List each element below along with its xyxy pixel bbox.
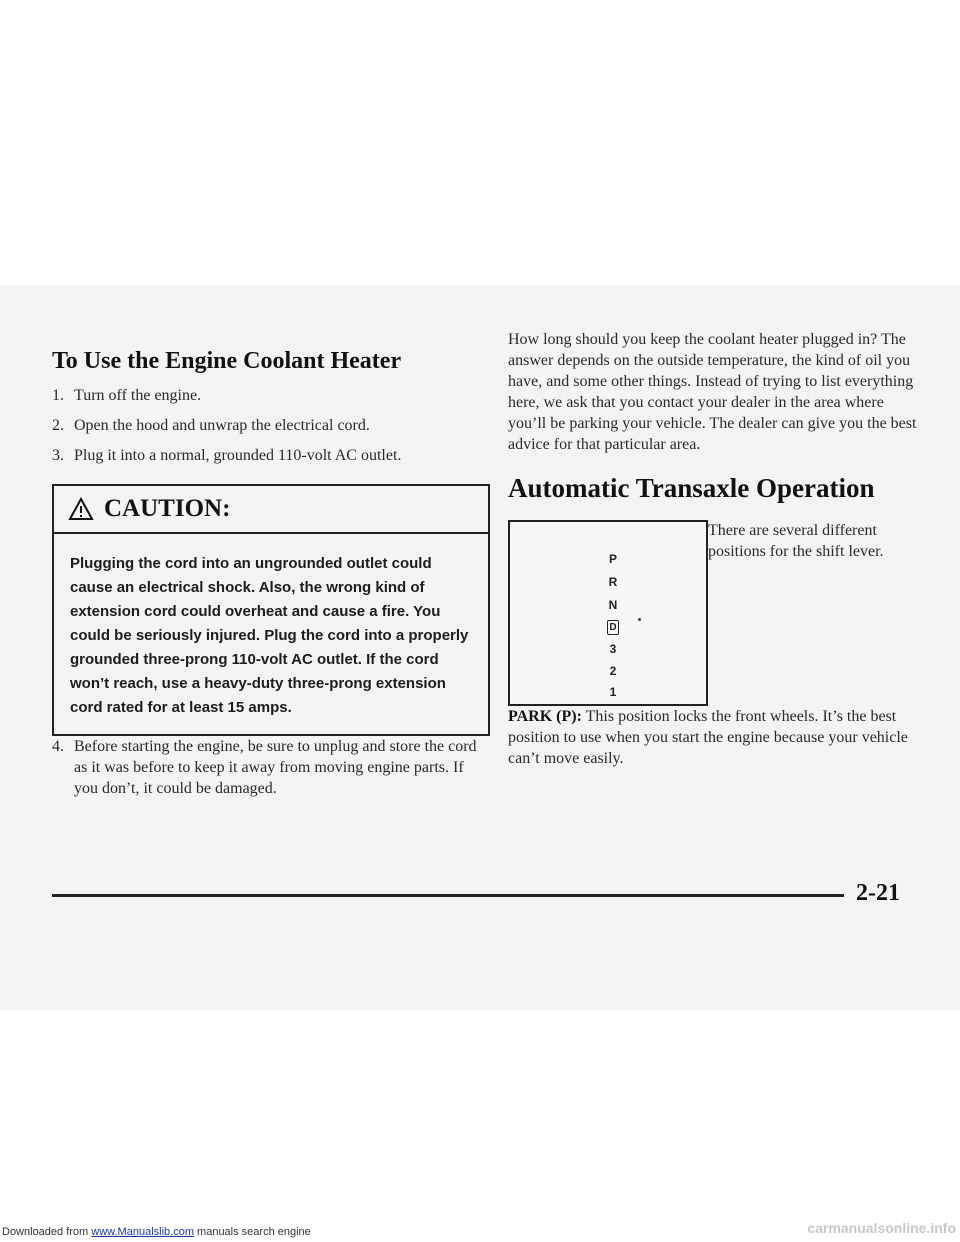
gear-label: R — [608, 575, 618, 589]
shift-lever-section — [508, 520, 918, 706]
caution-title: CAUTION: — [104, 495, 231, 522]
park-paragraph — [508, 706, 918, 769]
gear-label: 2 — [609, 664, 617, 678]
left-column — [52, 348, 482, 808]
park-label: PARK (P): — [508, 708, 582, 725]
list-item: 1. Turn off the engine. — [52, 387, 202, 404]
gear-label: 1 — [609, 685, 617, 699]
gear-label: P — [608, 552, 617, 566]
transaxle-heading: Automatic Transaxle Operation — [508, 473, 875, 503]
list-item: 4. Before starting the engine, be sure to unplug and store the cord as it was before to keep it away from moving engine parts. If you don’t, it could be damaged. — [52, 738, 477, 797]
shift-lever-text: There are several different positions for the shift lever. — [708, 522, 884, 560]
footer-rule — [52, 894, 844, 897]
coolant-heater-steps-continued — [52, 736, 482, 799]
gear-label: 3 — [609, 642, 617, 656]
coolant-heater-heading: To Use the Engine Coolant Heater — [52, 348, 402, 374]
caution-text: Plugging the cord into an ungrounded outlet could cause an electrical shock. Also, the wrong kind of extension cord could overheat and cause a fire. You could be seriously injured. Plug the cord into a properly grounded three-prong 110-volt AC outlet. If the cord won’t reach, use a heavy-duty three-prong extension cord rated for at least 15 amps. — [70, 555, 469, 716]
warning-triangle-icon — [68, 497, 94, 521]
caution-header — [54, 486, 488, 534]
coolant-heater-duration-text: How long should you keep the coolant heater plugged in? The answer depends on the outside temperature, the kind of oil you have, and some other things. Instead of trying to list everything here, we ask that you contact your dealer in the area where you’ll be parking your vehicle. The dealer can give you the best advice for that particular area. — [508, 331, 917, 453]
page-number: 2-21 — [856, 880, 900, 906]
indicator-dot — [638, 618, 641, 621]
gear-label-selected: D — [607, 620, 619, 635]
coolant-heater-steps — [52, 385, 482, 466]
right-column — [508, 329, 918, 769]
gear-label: N — [608, 598, 618, 612]
download-footer: Downloaded from www.Manualslib.com manuals search engine — [2, 1226, 311, 1238]
list-item: 3. Plug it into a normal, grounded 110-volt AC outlet. — [52, 447, 402, 464]
manualslib-link[interactable]: www.Manualslib.com — [91, 1226, 194, 1238]
watermark: carmanualsonline.info — [807, 1220, 956, 1236]
park-text: This position locks the front wheels. It’s the best position to use when you start the engine because your vehicle can’t move easily. — [508, 708, 908, 767]
list-item: 2. Open the hood and unwrap the electrical cord. — [52, 417, 370, 434]
shift-lever-diagram — [508, 520, 708, 706]
caution-box — [52, 484, 490, 736]
